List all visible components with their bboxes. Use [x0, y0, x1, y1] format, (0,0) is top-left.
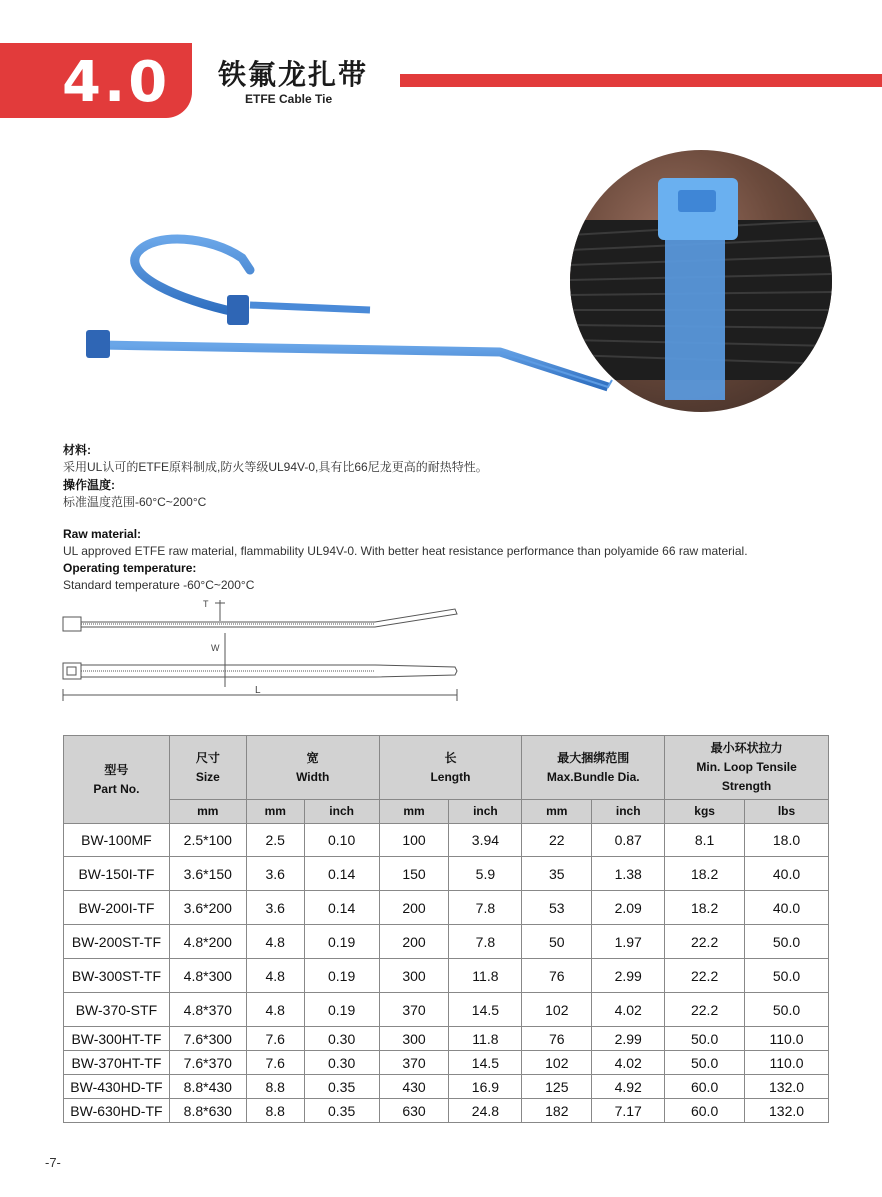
- table-cell: 8.1: [665, 824, 745, 857]
- table-cell: 102: [522, 1051, 592, 1075]
- table-cell: 0.14: [304, 857, 379, 891]
- part-number-cell: BW-370-STF: [64, 993, 170, 1027]
- table-cell: 2.5: [246, 824, 304, 857]
- table-cell: 2.99: [592, 959, 665, 993]
- table-cell: 370: [379, 1051, 449, 1075]
- table-cell: 8.8: [246, 1099, 304, 1123]
- table-cell: 60.0: [665, 1099, 745, 1123]
- table-cell: 22.2: [665, 925, 745, 959]
- table-row: [64, 1051, 829, 1075]
- temp-text-en: Standard temperature -60°C~200°C: [63, 578, 255, 592]
- header-accent-bar: [400, 74, 882, 87]
- table-cell: 2.5*100: [169, 824, 246, 857]
- header-tensile-en2: Strength: [721, 779, 772, 793]
- table-cell: 3.6: [246, 857, 304, 891]
- table-cell: 8.8: [246, 1075, 304, 1099]
- table-cell: 7.8: [449, 891, 522, 925]
- part-number-cell: BW-200ST-TF: [64, 925, 170, 959]
- table-cell: 110.0: [745, 1027, 829, 1051]
- table-cell: 4.02: [592, 993, 665, 1027]
- table-cell: 0.30: [304, 1027, 379, 1051]
- dim-label-w: W: [211, 643, 220, 653]
- header-tensile-en1: Min. Loop Tensile: [696, 760, 797, 774]
- table-cell: 200: [379, 925, 449, 959]
- table-cell: 300: [379, 959, 449, 993]
- table-cell: 4.8: [246, 959, 304, 993]
- unit-cell: mm: [246, 800, 304, 824]
- table-cell: 0.10: [304, 824, 379, 857]
- table-cell: 4.8*200: [169, 925, 246, 959]
- table-cell: 50.0: [745, 993, 829, 1027]
- table-cell: 150: [379, 857, 449, 891]
- table-cell: 4.8*370: [169, 993, 246, 1027]
- table-cell: 3.6*150: [169, 857, 246, 891]
- header-tensile: [665, 736, 829, 800]
- spec-table: [63, 735, 829, 1123]
- material-text-en: UL approved ETFE raw material, flammability UL94V-0. With better heat resistance performance than polyamide 66 raw material.: [63, 544, 748, 558]
- page-title-zh: 铁氟龙扎带: [218, 58, 369, 91]
- table-cell: 0.35: [304, 1075, 379, 1099]
- table-cell: 200: [379, 891, 449, 925]
- header-length: [379, 736, 522, 800]
- table-cell: 22.2: [665, 993, 745, 1027]
- table-cell: 102: [522, 993, 592, 1027]
- table-cell: 11.8: [449, 959, 522, 993]
- part-number-cell: BW-370HT-TF: [64, 1051, 170, 1075]
- table-row: [64, 891, 829, 925]
- table-cell: 370: [379, 993, 449, 1027]
- table-cell: 76: [522, 959, 592, 993]
- part-number-cell: BW-430HD-TF: [64, 1075, 170, 1099]
- table-row: [64, 1075, 829, 1099]
- table-cell: 7.6: [246, 1051, 304, 1075]
- table-cell: 4.8: [246, 925, 304, 959]
- spec-table-body: [64, 824, 829, 1123]
- unit-cell: inch: [449, 800, 522, 824]
- table-cell: 125: [522, 1075, 592, 1099]
- table-cell: 22: [522, 824, 592, 857]
- table-cell: 16.9: [449, 1075, 522, 1099]
- table-cell: 50.0: [665, 1051, 745, 1075]
- unit-cell: lbs: [745, 800, 829, 824]
- table-cell: 22.2: [665, 959, 745, 993]
- table-cell: 0.19: [304, 959, 379, 993]
- table-row: [64, 925, 829, 959]
- part-number-cell: BW-100MF: [64, 824, 170, 857]
- material-text-zh: 采用UL认可的ETFE原料制成,防火等级UL94V-0,具有比66尼龙更高的耐热特性。: [63, 460, 488, 474]
- part-number-cell: BW-200I-TF: [64, 891, 170, 925]
- table-cell: 18.2: [665, 891, 745, 925]
- unit-cell: mm: [379, 800, 449, 824]
- header-length-zh: 长: [444, 750, 457, 765]
- table-cell: 50: [522, 925, 592, 959]
- table-cell: 5.9: [449, 857, 522, 891]
- table-cell: 18.0: [745, 824, 829, 857]
- table-cell: 0.30: [304, 1051, 379, 1075]
- table-cell: 132.0: [745, 1099, 829, 1123]
- header-size: [169, 736, 246, 800]
- table-cell: 40.0: [745, 857, 829, 891]
- header-part-zh: 型号: [104, 762, 129, 777]
- table-row: [64, 993, 829, 1027]
- dimension-drawing: [55, 595, 465, 710]
- table-cell: 0.87: [592, 824, 665, 857]
- table-cell: 50.0: [745, 959, 829, 993]
- section-number: 4.0: [62, 50, 171, 115]
- table-cell: 7.8: [449, 925, 522, 959]
- table-cell: 1.97: [592, 925, 665, 959]
- part-number-cell: BW-300HT-TF: [64, 1027, 170, 1051]
- table-cell: 53: [522, 891, 592, 925]
- table-row: [64, 857, 829, 891]
- table-cell: 7.6: [246, 1027, 304, 1051]
- material-label-zh: 材料:: [63, 443, 91, 457]
- page-number: -7-: [45, 1155, 61, 1170]
- table-cell: 8.8*630: [169, 1099, 246, 1123]
- table-cell: 35: [522, 857, 592, 891]
- table-cell: 40.0: [745, 891, 829, 925]
- table-cell: 300: [379, 1027, 449, 1051]
- table-cell: 4.92: [592, 1075, 665, 1099]
- table-cell: 11.8: [449, 1027, 522, 1051]
- header-part-no: [64, 736, 170, 824]
- table-cell: 7.17: [592, 1099, 665, 1123]
- dim-label-l: L: [255, 685, 261, 696]
- table-cell: 50.0: [745, 925, 829, 959]
- table-cell: 24.8: [449, 1099, 522, 1123]
- table-cell: 1.38: [592, 857, 665, 891]
- unit-cell: kgs: [665, 800, 745, 824]
- header-size-zh: 尺寸: [195, 750, 220, 765]
- material-label-en: Raw material:: [63, 527, 142, 541]
- page-title-en: ETFE Cable Tie: [245, 92, 333, 106]
- table-cell: 132.0: [745, 1075, 829, 1099]
- header-bundle: [522, 736, 665, 800]
- dim-label-t: T: [203, 599, 209, 609]
- table-cell: 2.09: [592, 891, 665, 925]
- table-cell: 8.8*430: [169, 1075, 246, 1099]
- table-cell: 60.0: [665, 1075, 745, 1099]
- header-size-en: Size: [195, 769, 220, 784]
- table-row: [64, 824, 829, 857]
- header-bundle-zh: 最大捆绑范围: [557, 750, 630, 765]
- bundle-photo: [570, 150, 832, 412]
- part-number-cell: BW-300ST-TF: [64, 959, 170, 993]
- table-cell: 182: [522, 1099, 592, 1123]
- unit-cell: inch: [592, 800, 665, 824]
- table-cell: 50.0: [665, 1027, 745, 1051]
- table-cell: 7.6*370: [169, 1051, 246, 1075]
- temp-text-zh: 标准温度范围-60°C~200°C: [63, 495, 207, 509]
- table-cell: 14.5: [449, 1051, 522, 1075]
- table-cell: 4.8*300: [169, 959, 246, 993]
- header-tensile-zh: 最小环状拉力: [710, 741, 783, 755]
- header-width: [246, 736, 379, 800]
- table-cell: 76: [522, 1027, 592, 1051]
- table-cell: 14.5: [449, 993, 522, 1027]
- header-length-en: Length: [430, 769, 471, 784]
- part-number-cell: BW-150I-TF: [64, 857, 170, 891]
- table-cell: 630: [379, 1099, 449, 1123]
- table-cell: 430: [379, 1075, 449, 1099]
- temp-label-en: Operating temperature:: [63, 561, 197, 575]
- table-row: [64, 959, 829, 993]
- table-row: [64, 1027, 829, 1051]
- header-part-en: Part No.: [93, 781, 140, 796]
- table-cell: 3.94: [449, 824, 522, 857]
- temp-label-zh: 操作温度:: [63, 478, 115, 492]
- part-number-cell: BW-630HD-TF: [64, 1099, 170, 1123]
- table-cell: 3.6: [246, 891, 304, 925]
- header-width-en: Width: [296, 769, 330, 784]
- table-cell: 7.6*300: [169, 1027, 246, 1051]
- table-cell: 110.0: [745, 1051, 829, 1075]
- table-cell: 0.19: [304, 993, 379, 1027]
- table-cell: 4.8: [246, 993, 304, 1027]
- unit-cell: mm: [522, 800, 592, 824]
- table-cell: 0.19: [304, 925, 379, 959]
- table-cell: 2.99: [592, 1027, 665, 1051]
- table-cell: 3.6*200: [169, 891, 246, 925]
- table-row: [64, 1099, 829, 1123]
- header-width-zh: 宽: [306, 750, 319, 765]
- bundle-illustration: [570, 150, 832, 412]
- table-cell: 4.02: [592, 1051, 665, 1075]
- unit-cell: mm: [169, 800, 246, 824]
- header-bundle-en: Max.Bundle Dia.: [546, 769, 640, 784]
- table-cell: 0.14: [304, 891, 379, 925]
- table-cell: 18.2: [665, 857, 745, 891]
- unit-cell: inch: [304, 800, 379, 824]
- table-cell: 0.35: [304, 1099, 379, 1123]
- table-cell: 100: [379, 824, 449, 857]
